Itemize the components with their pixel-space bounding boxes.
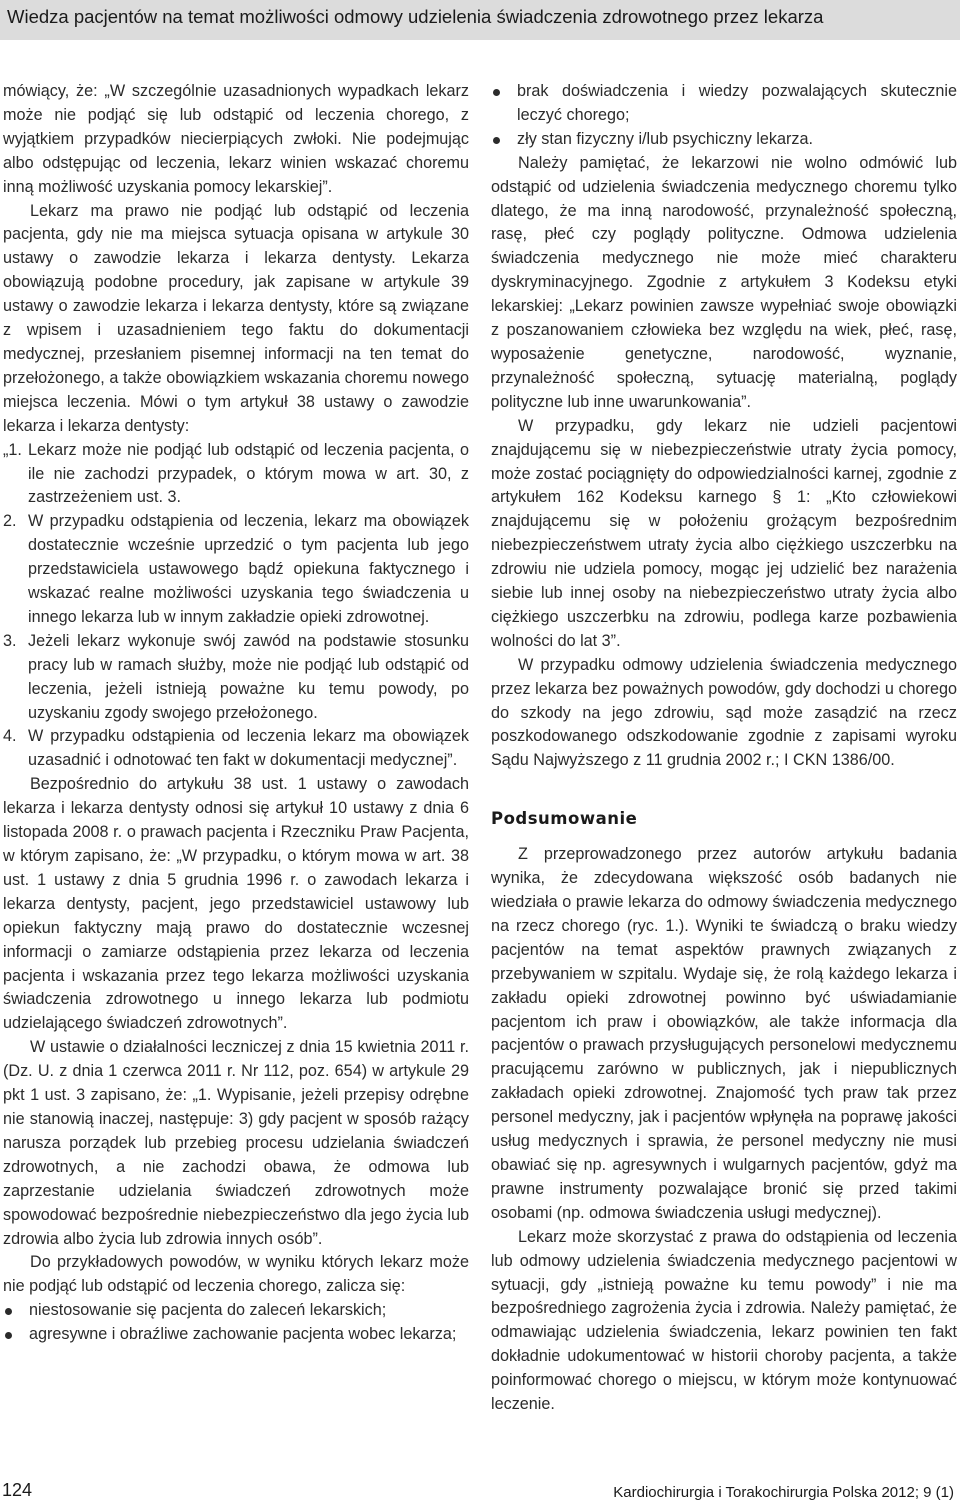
running-header-title: Wiedza pacjentów na temat możliwości odmowy udzielenia świadczenia zdrowotnego przez lekarza (7, 6, 824, 27)
list-item (3, 725, 469, 773)
bullet-item (3, 1299, 469, 1323)
running-header (0, 0, 960, 40)
paragraph: Do przykładowych powodów, w wyniku których lekarz może nie podjąć lub odstąpić od leczenia chorego, zalicza się: (3, 1253, 469, 1296)
paragraph: mówiący, że: „W szczególnie uzasadnionych wypadkach lekarz może nie podjąć się lub odstąpić od leczenia chorego, z wyjątkiem przypadków niecierpiących zwłoki. Nie podejmując albo odstępując od leczenia, lekarz winien wskazać choremu inną możliwość uzyskania pomocy lekarskiej”. (3, 82, 469, 196)
bullet-item (491, 128, 957, 152)
list-item (3, 439, 469, 511)
bullet-icon (493, 137, 500, 144)
list-item-text: W przypadku odstąpienia od leczenia, lekarz ma obowiązek dostatecznie wcześnie uprzedzić o tym pacjenta lub jego przedstawiciela ustawowego bądź opiekuna faktycznego i wskazać realne możliwości uzyskania tego świadczenia u innego lekarza lub w innym zakładzie opieki zdrowotnej. (28, 512, 469, 626)
list-number: 2. (3, 512, 17, 531)
bullet-item (3, 1323, 469, 1347)
bullet-text: niestosowanie się pacjenta do zaleceń lekarskich; (29, 1301, 387, 1320)
paragraph: Z przeprowadzonego przez autorów artykułu badania wynika, że zdecydowana większość osób badanych nie wiedziała o prawie lekarza do odmowy świadczenia medycznego na rzecz chorego (ryc. 1.). Wyniki te świadczą o braku wiedzy pacjentów na temat aspektów prawnych związanych z przebywaniem w szpitalu. Wydaje się, że rolą każdego lekarza i zakładu opieki zdrowotnej powinno być uświadamianie pacjentom ich praw i obowiązków, ale także informacja dla pacjentów o prawach przysługujących personelowi medycznemu pracującemu zarówno w publicznych, jak i niepublicznych zakładach opieki zdrowotnej. Znajomość tych praw tak przez personel medyczny, jak i pacjentów wpłynęła na poprawę jakości usług medycznych i sprawia, że personel medyczny nie musi obawiać się np. agresywnych i wulgarnych pacjentów, gdyż ma prawne instrumenty pozwalające bronić się przed takimi osobami (np. odmowa świadczenia usługi medycznej). (491, 845, 957, 1222)
paragraph: W przypadku odmowy udzielenia świadczenia medycznego przez lekarza bez poważnych powodów, gdy dochodzi u chorego do szkody na jego zdrowiu, sąd może zasądzić na rzecz poszkodowanego odszkodowanie zgodnie z zapisami wyroku Sądu Najwyższego z 11 grudnia 2002 r.; I CKN 1386/00. (491, 655, 957, 770)
paragraph: Bezpośrednio do artykułu 38 ust. 1 ustawy o zawodach lekarza i lekarza dentysty odnosi się artykuł 10 ustawy z dnia 6 listopada 2008 r. o prawach pacjenta i Rzeczniku Praw Pacjenta, w którym zapisano, że: „W przypadku, o którym mowa w art. 38 ust. 1 ustawy z dnia 5 grudnia 1996 r. o zawodach lekarza i lekarza dentysty, pacjent, jego przedstawiciel ustawowy lub opiekun faktyczny mają prawo do dostatecznie wczesnej informacji o zamiarze odstąpienia przez lekarza od leczenia pacjenta i wskazania przez tego lekarza możliwości uzyskania świadczenia zdrowotnego u innego lekarza lub podmiotu udzielającego świadczeń zdrowotnych”. (3, 775, 469, 1033)
list-item-text: W przypadku odstąpienia od leczenia lekarz ma obowiązek uzasadnić i odnotować ten fakt w dokumentacji medycznej”. (28, 727, 469, 770)
bullet-icon (5, 1308, 12, 1315)
bullet-icon (5, 1332, 12, 1339)
list-item-text: Jeżeli lekarz wykonuje swój zawód na podstawie stosunku pracy lub w ramach służby, może nie podjąć lub odstąpić od leczenia, jeżeli istnieją poważne ku temu powody, po uzyskaniu zgody swojego przełożonego. (28, 631, 469, 722)
bullet-text: zły stan fizyczny i/lub psychiczny lekarza. (517, 129, 813, 148)
left-column (3, 80, 469, 1347)
list-number: „1. (3, 440, 22, 459)
bullet-item (491, 80, 957, 128)
list-number: 4. (3, 727, 17, 746)
reasons-list (3, 1299, 469, 1347)
list-item (3, 510, 469, 630)
list-item (3, 630, 469, 726)
paragraph: W ustawie o działalności leczniczej z dnia 15 kwietnia 2011 r. (Dz. U. z dnia 1 czerwca 2011 r. Nr 112, poz. 654) w artykule 29 pkt 1 ust. 3 zapisano, że: „1. Wypisanie, jeżeli przepisy odrębne nie stanowią inaczej, następuje: 3) gdy pacjent w sposób rażący narusza porządek lub przebieg procesu udzielania świadczeń zdrowotnych, a nie zachodzi obawa, że odmowa lub zaprzestanie udzielania świadczeń zdrowotnych może spowodować bezpośrednie niebezpieczeństwo dla jego życia lub zdrowia albo życia lub zdrowia innych osób”. (3, 1038, 469, 1248)
journal-citation: Kardiochirurgia i Torakochirurgia Polska 2012; 9 (1) (613, 1484, 954, 1501)
bullet-text: brak doświadczenia i wiedzy pozwalających skutecznie leczyć chorego; (517, 82, 957, 124)
paragraph: Lekarz może skorzystać z prawa do odstąpienia od leczenia lub odmowy udzielenia świadczenia medycznego pacjentowi w sytuacji, gdy „istnieją poważne ku temu powody” i nie ma bezpośredniego zagrożenia życia i zdrowia. Należy pamiętać, że odmawiając udzielenia świadczenia, lekarz powinien ten fakt dokładnie udokumentować w historii choroby pacjenta, a także poinformować chorego o miejscu, w którym może kontynuować leczenie. (491, 1227, 957, 1414)
right-column (491, 80, 957, 1417)
list-number: 3. (3, 631, 17, 650)
page-number: 124 (2, 1480, 33, 1500)
paragraph: W przypadku, gdy lekarz nie udzieli pacjentowi znajdującemu się w niebezpieczeństwie utraty życia pomocy, może zostać pociągnięty do odpowiedzialności karnej, zgodnie z artykułem 162 Kodeksu karnego § 1: „Kto człowiekowi znajdującemu się w położeniu grożącym bezpośrednim niebezpieczeństwem utraty życia albo ciężkiego uszczerbku na zdrowiu nie udziela pomocy, mogąc jej udzielić bez narażenia siebie lub innej osoby na niebezpieczeństwo utraty życia albo ciężkiego uszczerbku na zdrowiu, podlega karze pozbawienia wolności do lat 3”. (491, 416, 957, 650)
list-item-text: Lekarz może nie podjąć lub odstąpić od leczenia pacjenta, o ile nie zachodzi przypadek, o którym mowa w art. 30, z zastrzeżeniem ust. 3. (28, 440, 469, 507)
paragraph: Należy pamiętać, że lekarzowi nie wolno odmówić lub odstąpić od udzielenia świadczenia medycznego choremu tylko dlatego, że ma inną narodowość, przynależność społeczną, rasę, płeć czy poglądy polityczne. Odmowa udzielenia świadczenia medycznego nie może mieć charakteru dyskryminacyjnego. Zgodnie z artykułem 3 Kodeksu etyki lekarskiej: „Lekarz powinien zawsze wypełniać swoje obowiązki z poszanowaniem człowieka bez względu na wiek, płeć, rasę, wyposażenie genetyczne, narodowość, wyznanie, przynależność społeczną, sytuację materialną, poglądy polityczne lub inne uwarunkowania”. (491, 153, 957, 411)
section-heading: Podsumowanie (491, 809, 638, 829)
paragraph: Lekarz ma prawo nie podjąć lub odstąpić od leczenia pacjenta, gdy nie ma miejsca sytuacja opisana w artykule 30 ustawy o zawodzie lekarza i lekarza dentysty. Lekarza obowiązują podobne procedury, jak zapisane w artykule 39 ustawy o zawodzie lekarza i lekarza dentysty, które są związane z wpisem i uzasadnieniem tego faktu do dokumentacji medycznej, przesłaniem pisemnej informacji na ten temat do przełożonego, a także obowiązkiem wskazania choremu nowego miejsca leczenia. Mówi o tym artykuł 38 ustawy o zawodzie lekarza i lekarza dentysty: (3, 201, 469, 435)
reasons-list-continued (491, 80, 957, 152)
bullet-text: agresywne i obraźliwe zachowanie pacjenta wobec lekarza; (29, 1325, 457, 1344)
bullet-icon (493, 89, 500, 96)
law-quote-list (3, 439, 469, 774)
